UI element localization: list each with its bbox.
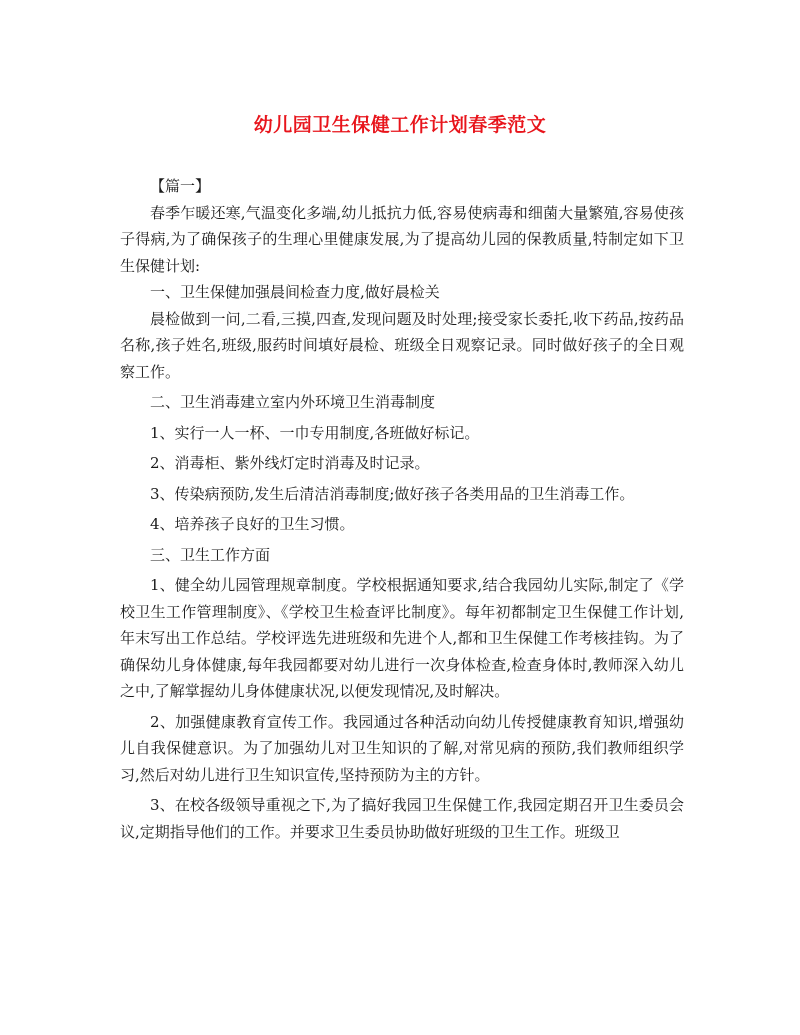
document-title: 幼儿园卫生保健工作计划春季范文: [253, 114, 547, 136]
heading-hygiene-work: 三、卫生工作方面: [150, 545, 271, 564]
paragraph-intro: 春季乍暖还寒,气温变化多端,幼儿抵抗力低,容易使病毒和细菌大量繁殖,容易使孩子得病,为了确保孩子的生理心里健康发展,为了提高幼儿园的保教质量,特制定如下卫生保健计划:: [120, 203, 684, 275]
heading-disinfection: 二、卫生消毒建立室内外环境卫生消毒制度: [150, 393, 436, 411]
paragraph-health-education: 2、加强健康教育宣传工作。我园通过各种活动向幼儿传授健康教育知识,增强幼儿自我保健意识。为了加强幼儿对卫生知识的了解,对常见病的预防,我们教师组织学习,然后对幼儿进行卫生知识宣传,坚持预防为主的方针。: [120, 712, 684, 784]
paragraph-morning-check: 晨检做到一问,二看,三摸,四查,发现问题及时处理;接受家长委托,收下药品,按药品名称,孩子姓名,班级,服药时间填好晨检、班级全日观察记录。同时做好孩子的全日观察工作。: [120, 309, 684, 381]
list-item: 4、培养孩子良好的卫生习惯。: [150, 515, 355, 533]
heading-morning-check: 一、卫生保健加强晨间检查力度,做好晨检关: [150, 283, 440, 301]
document-body: [120, 173, 684, 845]
list-item: 2、消毒柜、紫外线灯定时消毒及时记录。: [150, 454, 430, 472]
list-item: 1、实行一人一杯、一巾专用制度,各班做好标记。: [150, 423, 480, 442]
list-item: 3、传染病预防,发生后清洁消毒制度;做好孩子各类用品的卫生消毒工作。: [150, 484, 635, 503]
paragraph-leadership: 3、在校各级领导重视之下,为了搞好我园卫生保健工作,我园定期召开卫生委员会议,定期指导他们的工作。并要求卫生委员协助做好班级的卫生工作。班级卫: [120, 796, 684, 841]
section-label: 【篇一】: [150, 177, 211, 195]
paragraph-management: 1、健全幼儿园管理规章制度。学校根据通知要求,结合我园幼儿实际,制定了《学校卫生工作管理制度》、《学校卫生检查评比制度》。每年初都制定卫生保健工作计划,年末写出工作总结。学校评选先进班级和先进个人,都和卫生保健工作考核挂钩。为了确保幼儿身体健康,每年我园都要对幼儿进行一次身体检查,检查身体时,教师深入幼儿之中,了解掌握幼儿身体健康状况,以便发现情况,及时解决。: [120, 576, 684, 700]
